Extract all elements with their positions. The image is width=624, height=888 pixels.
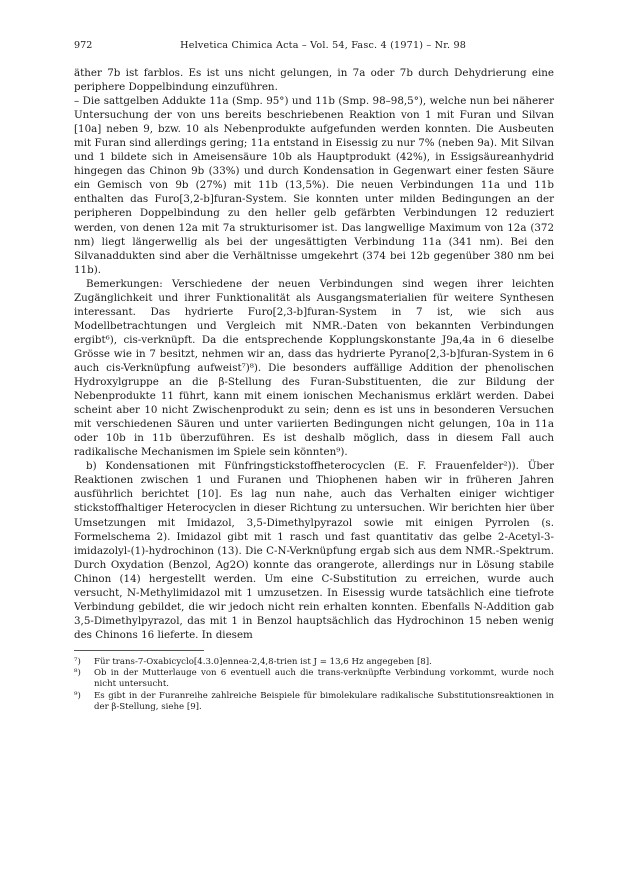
article-body — [74, 66, 554, 642]
footnote-text: Für trans-7-Oxabicyclo[4.3.0]ennea-2,4,8-trien ist J = 13,6 Hz angegeben [8]. — [94, 656, 432, 667]
page-number: 972 — [74, 40, 93, 51]
footnote — [74, 668, 554, 690]
footnote-mark: ⁹) — [74, 690, 81, 701]
footnote — [74, 691, 554, 713]
paragraph: äther 7b ist farblos. Es ist uns nicht gelungen, in 7a oder 7b durch Dehydrierung eine periphere Doppelbindung einzuführen. — [74, 67, 554, 94]
paragraph: b) Kondensationen mit Fünfringstickstoffheterocyclen (E. F. Frauenfelder²)). Über Reaktionen zwischen 1 und Furanen und Thiophenen haben wir in früheren Jahren ausführlich berichtet [10]. Es lag nun nahe, auch das Verhalten einiger wichtiger stickstoffhaltiger Heterocyclen in dieser Richtung zu untersuchen. Wir berichten hier über Umsetzungen mit Imidazol, 3,5-Dimethylpyrazol sowie mit einigen Pyrrolen (s. Formelschema 2). Imidazol gibt mit 1 rasch und fast quantitativ das gelbe 2-Acetyl-3-imidazolyl-(1)-hydrochinon (13). Die C-N-Verknüpfung ergab sich aus dem NMR.-Spektrum. Durch Oxydation (Benzol, Ag2O) konnte das orangerote, allerdings nur in Lösung stabile Chinon (14) hergestellt werden. Um eine C-Substitution zu erreichen, wurde auch versucht, N-Methylimidazol mit 1 umzusetzen. In Eisessig wurde tatsächlich eine tiefrote Verbindung gebildet, die wir jedoch nicht rein erhalten konnten. Ebenfalls N-Addition gab 3,5-Dimethylpyrazol, das mit 1 in Benzol hauptsächlich das Hydrochinon 15 neben wenig des Chinons 16 lieferte. In diesem — [74, 460, 554, 641]
paragraph: – Die sattgelben Addukte 11a (Smp. 95°) und 11b (Smp. 98–98,5°), welche nun bei näherer Untersuchung der von uns bereits beschriebenen Reaktion von 1 mit Furan und Silvan [10a] neben 9, bzw. 10 als Nebenprodukte aufgefunden werden konnten. Die Ausbeuten mit Furan sind allerdings gering; 11a entstand in Eisessig zu nur 7% (neben 9a). Mit Silvan und 1 bildete sich in Ameisensäure 10b als Hauptprodukt (42%), in Essigsäureanhydrid hingegen das Chinon 9b (33%) und durch Kondensation in Gegenwart einer festen Säure ein Gemisch von 9b (27%) mit 11b (13,5%). Die neuen Verbindungen 11a und 11b enthalten das Furo[3,2-b]furan-System. Sie konnten unter milden Bedingungen an der peripheren Doppelbindung zu den heller gelb gefärbten Verbindungen 12 reduziert werden, von denen 12a mit 7a strukturisomer ist. Das langwellige Maximum von 12a (372 nm) liegt längerwellig als bei der ungesättigten Verbindung 11a (341 nm). Bei den Silvanaddukten sind aber die Verhältnisse umgekehrt (374 bei 12b gegenüber 380 nm bei 11b). — [74, 95, 554, 276]
footnote — [74, 657, 554, 668]
journal-line: Helvetica Chimica Acta – Vol. 54, Fasc. 4 (1971) – Nr. 98 — [180, 40, 467, 51]
footnote-mark: ⁷) — [74, 656, 81, 667]
footnote-text: Ob in der Mutterlauge von 6 eventuell auch die trans-verknüpfte Verbindung vorkommt, wurde noch nicht untersucht. — [94, 668, 554, 690]
paragraph: Bemerkungen: Verschiedene der neuen Verbindungen sind wegen ihrer leichten Zugänglichkeit und ihrer Funktionalität als Ausgangsmaterialien für weitere Synthesen interessant. Das hydrierte Furo[2,3-b]furan-System in 7 ist, wie sich aus Modellbetrachtungen und Vergleich mit NMR.-Daten von bekannten Verbindungen ergibt⁶), cis-verknüpft. Da die entsprechende Kopplungskonstante J9a,4a in 6 dieselbe Grösse wie in 7 besitzt, nehmen wir an, dass das hydrierte Pyrano[2,3-b]furan-System in 6 auch cis-Verknüpfung aufweist⁷)⁸). Die besonders auffällige Addition der phenolischen Hydroxylgruppe an die β-Stellung des Furan-Substituenten, die zur Bildung der Nebenprodukte 11 führt, kann mit einem ionischen Mechanismus erklärt werden. Dabei scheint aber 10 nicht Zwischenprodukt zu sein; denn es ist uns in besonderen Versuchen mit verschiedenen Säuren und unter variierten Bedingungen nicht gelungen, 10a in 11a oder 10b in 11b überzuführen. Es ist deshalb möglich, dass in diesem Fall auch radikalische Mechanismen im Spiele sein könnten⁹). — [74, 277, 554, 459]
footnote-mark: ⁸) — [74, 668, 81, 679]
journal-page — [74, 40, 554, 713]
running-header — [74, 40, 554, 52]
footnote-text: Es gibt in der Furanreihe zahlreiche Beispiele für bimolekulare radikalische Substitutionsreaktionen in der β-Stellung, siehe [9]. — [94, 690, 554, 712]
footnotes — [74, 651, 554, 713]
